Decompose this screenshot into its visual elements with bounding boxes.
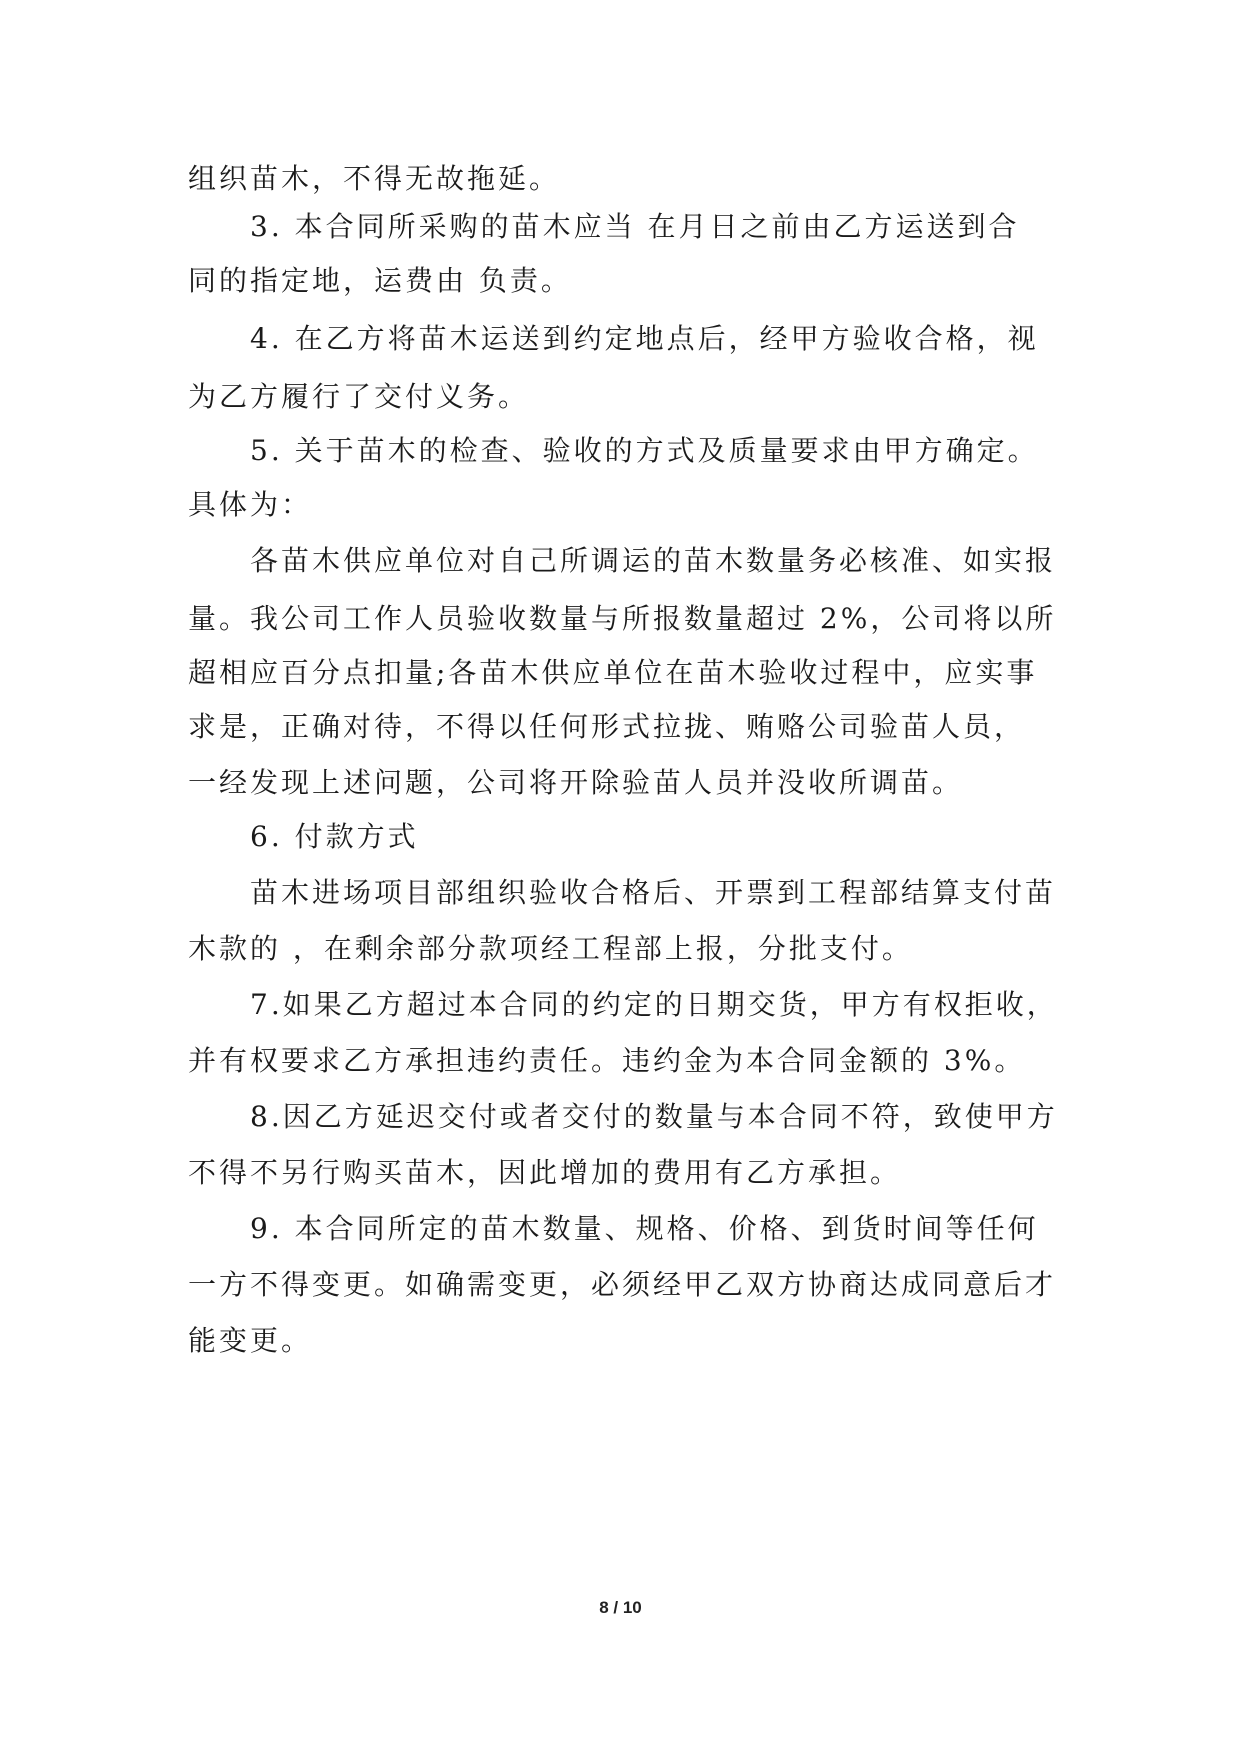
text-line: 同的指定地，运费由 负责。 xyxy=(188,264,572,297)
text-line: 各苗木供应单位对自己所调运的苗木数量务必核准、如实报 xyxy=(250,544,1057,577)
text-line: 能变更。 xyxy=(188,1324,313,1357)
text-line: 木款的 ，在剩余部分款项经工程部上报，分批支付。 xyxy=(188,932,913,965)
text-line: 求是，正确对待，不得以任何形式拉拢、贿赂公司验苗人员， xyxy=(188,710,1026,743)
text-line: 一经发现上述问题，公司将开除验苗人员并没收所调苗。 xyxy=(188,766,964,799)
text-line: 4. 在乙方将苗木运送到约定地点后，经甲方验收合格，视 xyxy=(250,322,1039,355)
text-line: 并有权要求乙方承担违约责任。违约金为本合同金额的 3%。 xyxy=(188,1044,1026,1077)
text-line: 8.因乙方延迟交付或者交付的数量与本合同不符，致使甲方 xyxy=(250,1100,1058,1133)
text-line: 超相应百分点扣量;各苗木供应单位在苗木验收过程中，应实事 xyxy=(188,656,1038,689)
section-heading: 6. 付款方式 xyxy=(250,820,419,853)
text-line: 苗木进场项目部组织验收合格后、开票到工程部结算支付苗 xyxy=(250,876,1057,909)
text-line: 具体为： xyxy=(188,488,313,521)
text-line: 5. 关于苗木的检查、验收的方式及质量要求由甲方确定。 xyxy=(250,434,1039,467)
page-number: 8 / 10 xyxy=(599,1598,642,1617)
text-line: 9. 本合同所定的苗木数量、规格、价格、到货时间等任何 xyxy=(250,1212,1039,1245)
text-line: 7.如果乙方超过本合同的约定的日期交货，甲方有权拒收， xyxy=(250,988,1058,1021)
text-line: 3. 本合同所采购的苗木应当 在月日之前由乙方运送到合 xyxy=(250,210,1020,243)
text-line: 为乙方履行了交付义务。 xyxy=(188,380,530,413)
text-line: 一方不得变更。如确需变更，必须经甲乙双方协商达成同意后才 xyxy=(188,1268,1057,1301)
text-line: 量。我公司工作人员验收数量与所报数量超过 2%，公司将以所 xyxy=(188,602,1057,635)
text-line: 不得不另行购买苗木，因此增加的费用有乙方承担。 xyxy=(188,1156,902,1189)
text-line: 组织苗木，不得无故拖延。 xyxy=(188,162,561,195)
